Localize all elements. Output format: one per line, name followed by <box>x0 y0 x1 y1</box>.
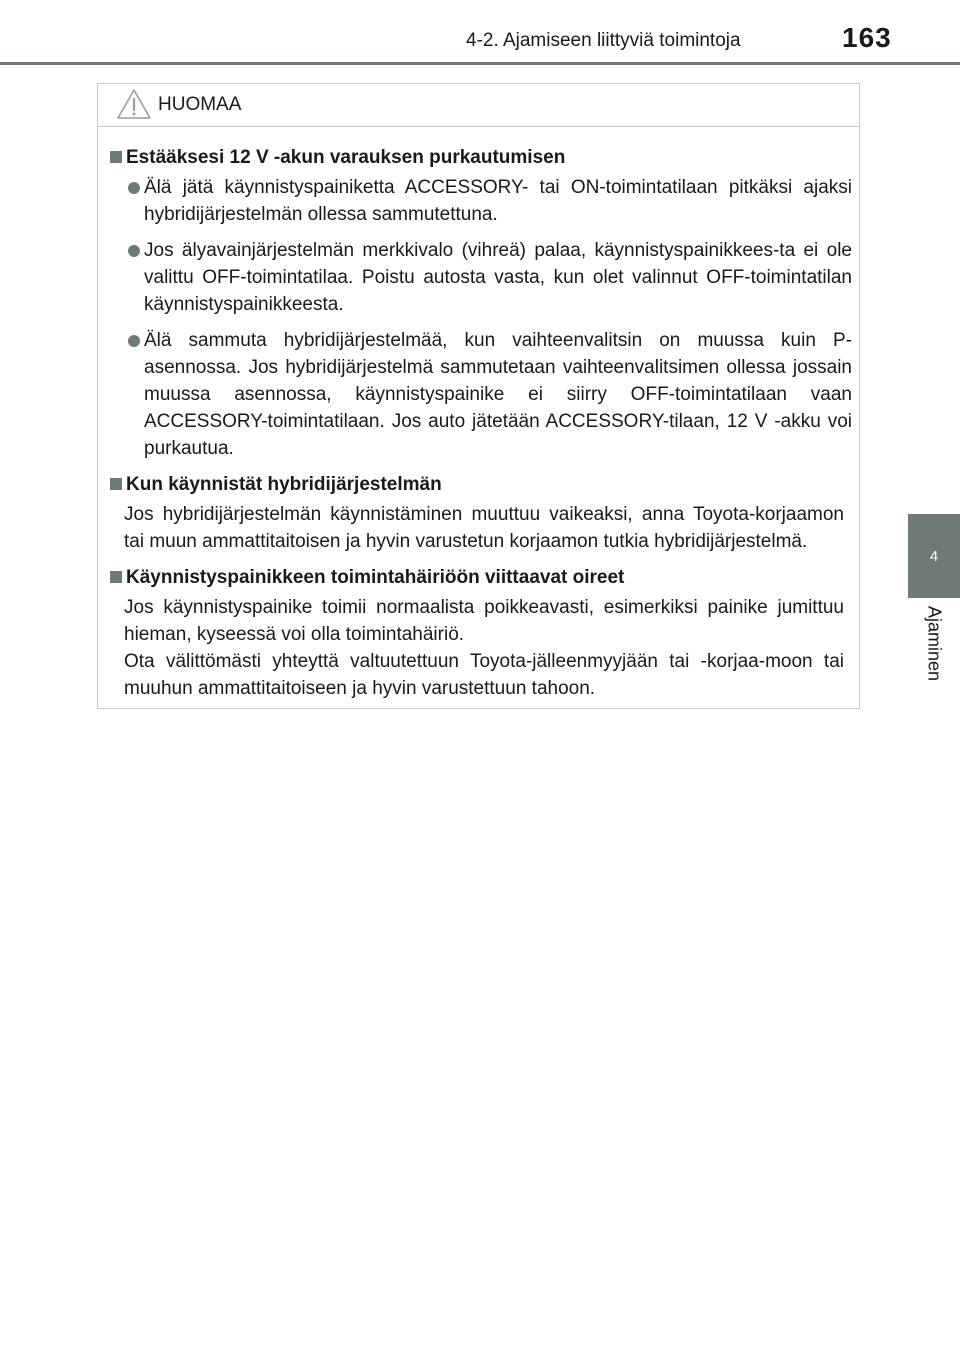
chapter-label: Ajaminen <box>924 606 945 682</box>
square-bullet-icon <box>110 571 122 583</box>
section-heading: Käynnistyspainikkeen toimintahäiriöön viittaavat oireet <box>108 565 852 590</box>
running-header: 4-2. Ajamiseen liittyviä toimintoja <box>466 30 741 51</box>
round-bullet-icon <box>128 182 140 194</box>
list-item: Jos älyavainjärjestelmän merkkivalo (vihreä) palaa, käynnistyspainikkees-ta ei ole valittu OFF-toimintatilaa. Poistu autosta vasta, kun olet valinnut OFF-toimintatilan käynnistyspainikkeesta. <box>108 237 852 318</box>
notice-title: HUOMAA <box>158 94 242 115</box>
section-starting <box>108 472 852 555</box>
section-battery <box>108 145 852 462</box>
warning-triangle-icon <box>116 88 152 125</box>
square-bullet-icon <box>110 151 122 163</box>
square-bullet-icon <box>110 478 122 490</box>
chapter-number: 4 <box>929 547 939 565</box>
list-item: Älä sammuta hybridijärjestelmää, kun vaihteenvalitsin on muussa kuin P-asennossa. Jos hybridijärjestelmä sammutetaan vaihteenvalitsimen ollessa jossain muussa asennossa, käynnistyspainike ei siirry OFF-toimintatilaan vaan ACCESSORY-toimintatilaan. Jos auto jätetään ACCESSORY-tilaan, 12 V -akku voi purkautua. <box>108 327 852 462</box>
round-bullet-icon <box>128 335 140 347</box>
chapter-tab-label <box>908 600 960 720</box>
round-bullet-icon <box>128 245 140 257</box>
page-number: 163 <box>842 22 892 53</box>
paragraph: Jos hybridijärjestelmän käynnistäminen muuttuu vaikeaksi, anna Toyota-korjaamon tai muun ammattitaitoisen ja hyvin varustetun korjaamon tutkia hybridijärjestelmä. <box>124 504 844 552</box>
section-malfunction <box>108 565 852 702</box>
section-heading: Estääksesi 12 V -akun varauksen purkautumisen <box>108 145 852 170</box>
chapter-tab <box>908 514 960 598</box>
notice-box <box>97 83 860 709</box>
list-item: Älä jätä käynnistyspainiketta ACCESSORY- tai ON-toimintatilaan pitkäksi ajaksi hybridijärjestelmän ollessa sammutettuna. <box>108 174 852 228</box>
notice-header <box>98 84 859 127</box>
paragraph: Jos käynnistyspainike toimii normaalista poikkeavasti, esimerkiksi painike jumittuu hieman, kyseessä voi olla toimintahäiriö. <box>124 597 844 645</box>
header-rule <box>0 62 960 65</box>
paragraph: Ota välittömästi yhteyttä valtuutettuun Toyota-jälleenmyyjään tai -korjaa-moon tai muuhun ammattitaitoiseen ja hyvin varustettuun tahoon. <box>124 651 844 699</box>
notice-body <box>98 127 859 702</box>
section-heading: Kun käynnistät hybridijärjestelmän <box>108 472 852 497</box>
